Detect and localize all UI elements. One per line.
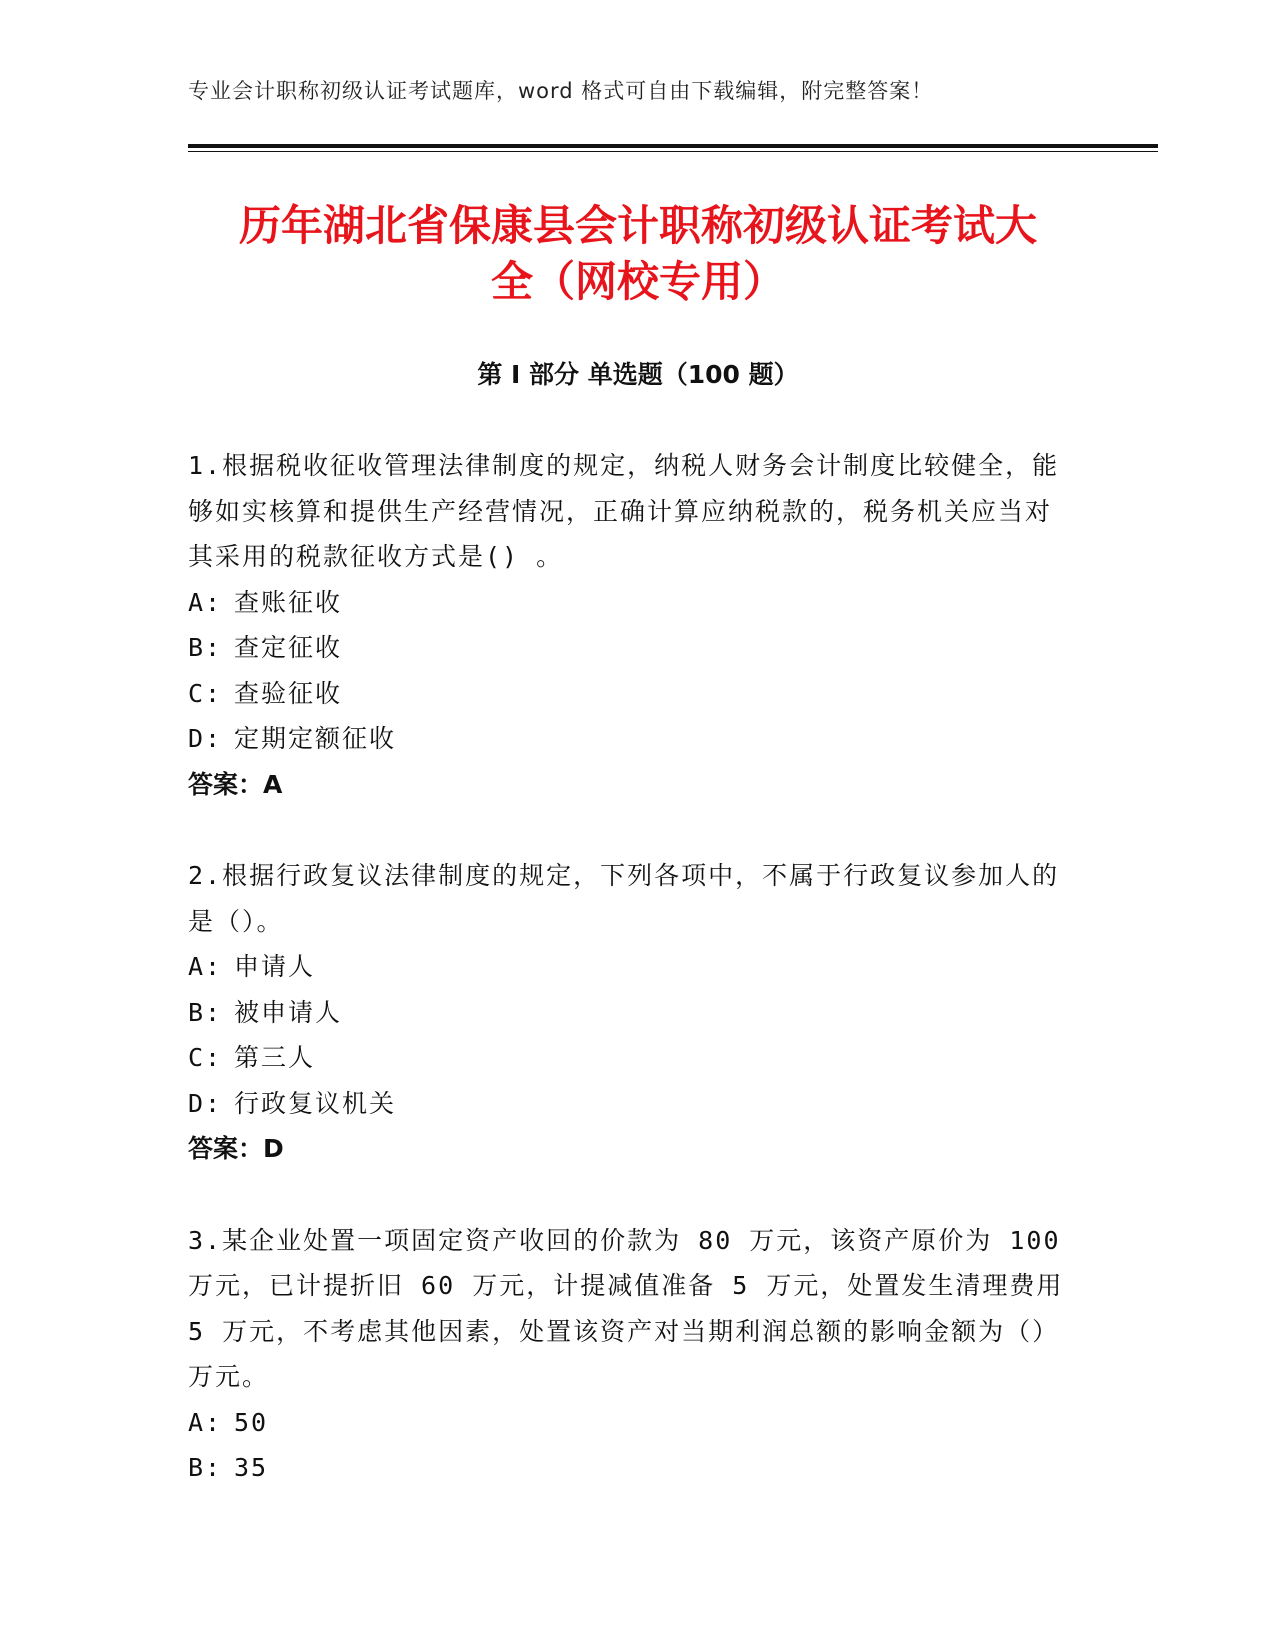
- option-text: 申请人: [234, 952, 316, 981]
- option-text: 查验征收: [234, 678, 343, 708]
- option-text: 行政复议机关: [234, 1088, 397, 1118]
- title-line-2: 全（网校专用）: [490, 257, 785, 306]
- option-a: [188, 1400, 1078, 1446]
- option-a: [188, 944, 1078, 990]
- option-text: 35: [234, 1453, 269, 1482]
- option-letter: C:: [188, 1043, 223, 1072]
- option-text: 定期定额征收: [234, 724, 397, 753]
- answer-line: 答案：D: [188, 1134, 284, 1163]
- document-title: [188, 198, 1088, 310]
- question-1: [188, 443, 1078, 807]
- question-2: [188, 853, 1078, 1172]
- option-b: [188, 625, 1078, 671]
- header-rule-thin: [188, 151, 1158, 152]
- option-letter: B:: [188, 633, 223, 662]
- option-b: [188, 990, 1078, 1036]
- option-text: 50: [234, 1407, 269, 1437]
- option-c: [188, 671, 1078, 717]
- option-letter: A:: [188, 1407, 223, 1437]
- option-letter: C:: [188, 678, 223, 708]
- section-title: 第 I 部分 单选题（100 题）: [477, 360, 799, 389]
- title-line-1: 历年湖北省保康县会计职称初级认证考试大: [238, 201, 1037, 250]
- option-text: 查账征收: [234, 587, 343, 617]
- question-stem: 1.根据税收征收管理法律制度的规定，纳税人财务会计制度比较健全，能够如实核算和提供生产经营情况，正确计算应纳税款的，税务机关应当对其采用的税款征收方式是() 。: [188, 451, 1060, 571]
- option-d: [188, 1081, 1078, 1127]
- option-b: [188, 1445, 1078, 1491]
- header-rule-thick: [188, 144, 1158, 148]
- option-letter: D:: [188, 724, 223, 753]
- question-stem: 3.某企业处置一项固定资产收回的价款为 80 万元，该资产原价为 100 万元，已计提折旧 60 万元，计提减值准备 5 万元，处置发生清理费用 5 万元，不考虑其他因素，处置该资产对当期利润总额的影响金额为（）万元。: [188, 1225, 1064, 1391]
- option-letter: D:: [188, 1088, 223, 1118]
- option-text: 第三人: [234, 1043, 316, 1072]
- option-letter: A:: [188, 952, 223, 981]
- option-d: [188, 716, 1078, 762]
- question-3: [188, 1218, 1078, 1491]
- option-letter: B:: [188, 997, 223, 1027]
- option-a: [188, 580, 1078, 626]
- option-c: [188, 1035, 1078, 1081]
- question-list: [188, 443, 1078, 1537]
- header-note: 专业会计职称初级认证考试题库，word 格式可自由下载编辑，附完整答案！: [188, 79, 934, 103]
- option-text: 查定征收: [234, 633, 343, 662]
- question-stem: 2.根据行政复议法律制度的规定，下列各项中，不属于行政复议参加人的是（）。: [188, 861, 1060, 936]
- option-letter: B:: [188, 1453, 223, 1482]
- option-letter: A:: [188, 587, 223, 617]
- answer-line: 答案：A: [188, 769, 283, 799]
- option-text: 被申请人: [234, 997, 343, 1027]
